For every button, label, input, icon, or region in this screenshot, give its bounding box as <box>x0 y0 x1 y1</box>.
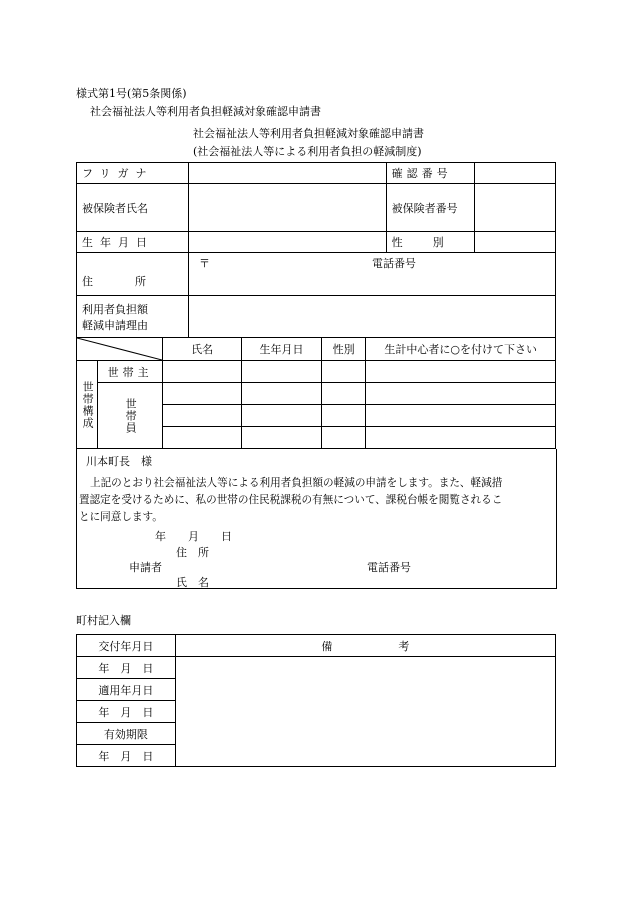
issue-date-value[interactable]: 年 月 日 <box>77 657 176 679</box>
address-field[interactable] <box>189 253 556 296</box>
applicant-label: 申請者 <box>129 561 162 574</box>
applicant-name-label: 氏 名 <box>176 576 209 589</box>
applicant-phone-label: 電話番号 <box>367 561 411 574</box>
declaration-date: 年 月 日 <box>155 530 232 543</box>
table-row[interactable] <box>163 427 242 449</box>
insured-number-label: 被保険者番号 <box>386 184 474 232</box>
issue-date-label: 交付年月日 <box>77 635 176 657</box>
diagonal-line <box>77 338 162 360</box>
household-corner-cell <box>77 338 163 361</box>
col-header-gender: 性別 <box>321 338 366 361</box>
confirm-number-label: 確認番号 <box>386 163 474 184</box>
form-number: 様式第1号(第5条関係) <box>76 87 187 100</box>
remarks-header: 備 考 <box>175 635 555 657</box>
remarks-field[interactable] <box>175 657 555 767</box>
col-header-name: 氏名 <box>163 338 242 361</box>
birth-date-field[interactable] <box>189 232 387 253</box>
apply-date-value[interactable]: 年 月 日 <box>77 701 176 723</box>
table-row[interactable] <box>163 405 242 427</box>
household-group-label: 世帯構成 <box>77 361 98 449</box>
furigana-label: フリガナ <box>77 163 189 184</box>
table-row[interactable] <box>163 383 242 405</box>
household-table <box>76 337 556 449</box>
gender-label: 性別 <box>386 232 474 253</box>
document-subtitle: (社会福祉法人等による利用者負担の軽減制度) <box>193 145 422 158</box>
insured-name-field[interactable] <box>189 184 387 232</box>
confirm-number-field[interactable] <box>474 163 555 184</box>
applicant-address-label: 住 所 <box>176 546 209 559</box>
phone-label: 電話番号 <box>372 257 416 270</box>
addressee: 川本町長 様 <box>86 455 152 468</box>
reduction-reason-field[interactable] <box>189 296 556 338</box>
gender-field[interactable] <box>474 232 555 253</box>
document-title: 社会福祉法人等利用者負担軽減対象確認申請書 <box>193 127 424 140</box>
valid-until-value[interactable]: 年 月 日 <box>77 745 176 767</box>
valid-until-label: 有効期限 <box>77 723 176 745</box>
office-table <box>76 634 556 767</box>
form-title: 社会福祉法人等利用者負担軽減対象確認申請書 <box>90 105 321 118</box>
insured-number-field[interactable] <box>474 184 555 232</box>
birth-date-label: 生年月日 <box>77 232 189 253</box>
office-section-title: 町村記入欄 <box>76 614 131 627</box>
reduction-reason-label: 利用者負担額 軽減申請理由 <box>77 296 189 338</box>
col-header-breadwinner: 生計中心者に○を付けて下さい <box>366 338 556 361</box>
household-head-label: 世帯主 <box>98 361 163 383</box>
insured-name-label: 被保険者氏名 <box>77 184 189 232</box>
declaration-box: 川本町長 様 上記のとおり社会福祉法人等による利用者負担額の軽減の申請をします。また、軽減措 置認定を受けるために、私の世帯の住民税課税の有無について、課税台帳を閲覧されるこ とに同意します。 年 月 日 住 所 申請者 電話番号 氏 名 <box>76 449 557 589</box>
furigana-field[interactable] <box>189 163 387 184</box>
postal-mark: 〒 <box>199 257 210 270</box>
col-header-birth-date: 生年月日 <box>242 338 322 361</box>
apply-date-label: 適用年月日 <box>77 679 176 701</box>
applicant-table <box>76 162 556 338</box>
address-label: 住所 <box>77 253 189 296</box>
declaration-text: 上記のとおり社会福祉法人等による利用者負担額の軽減の申請をします。また、軽減措 <box>90 477 503 489</box>
household-members-label: 世帯員 <box>98 383 163 449</box>
table-row[interactable] <box>163 361 242 383</box>
